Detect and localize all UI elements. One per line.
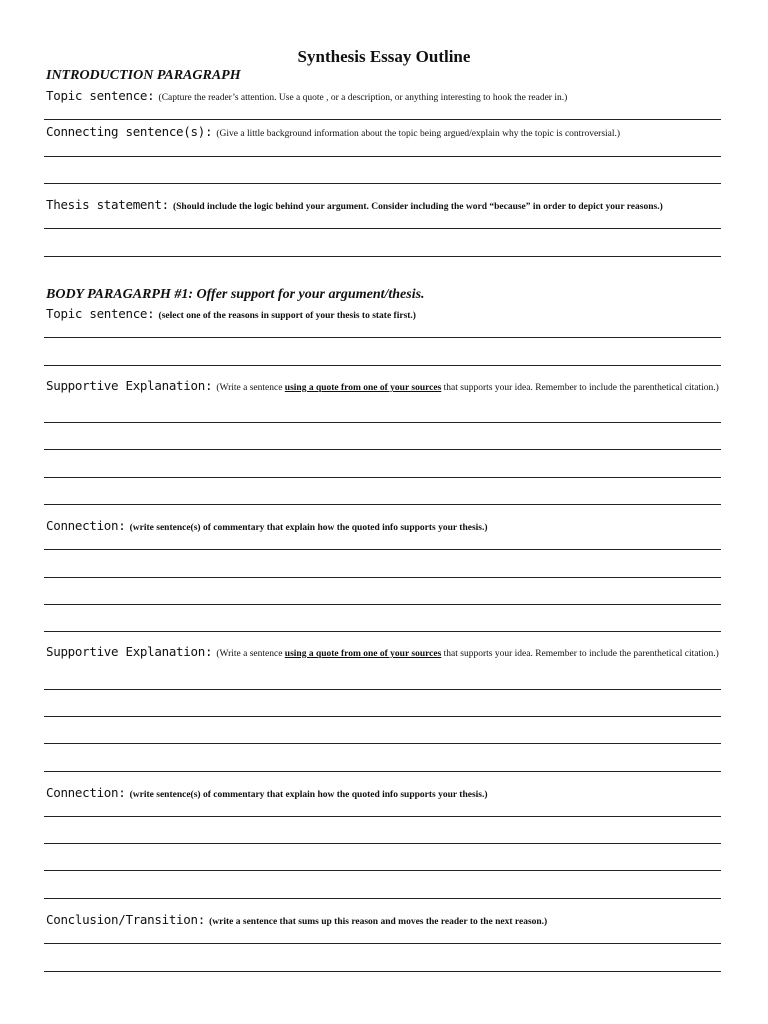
- prompt-hint: (write sentence(s) of commentary that explain how the quoted info supports your thesis.): [129, 523, 488, 533]
- body-support1-prompt: [46, 380, 736, 394]
- prompt-label: Topic sentence:: [46, 306, 155, 321]
- intro-topic-prompt: [46, 88, 567, 104]
- answer-line[interactable]: [44, 898, 721, 899]
- body-conclusion-prompt: [46, 912, 547, 928]
- prompt-hint: (Capture the reader’s attention. Use a quote , or a description, or anything interesting to hook the reader in.): [158, 93, 568, 103]
- answer-line[interactable]: [44, 422, 721, 423]
- answer-line[interactable]: [44, 337, 721, 338]
- body-connection2-prompt: [46, 785, 488, 801]
- prompt-hint: (Should include the logic behind your argument. Consider including the word “because” in order to depict your reasons.): [172, 202, 663, 212]
- answer-line[interactable]: [44, 504, 721, 505]
- answer-line[interactable]: [44, 549, 721, 550]
- prompt-hint-pre: (Write a sentence: [216, 649, 285, 659]
- prompt-label: Connection:: [46, 518, 126, 533]
- intro-heading: INTRODUCTION PARAGRAPH: [46, 68, 241, 83]
- answer-line[interactable]: [44, 604, 721, 605]
- prompt-hint-pre: (Write a sentence: [216, 383, 285, 393]
- body-heading: BODY PARAGARPH #1: Offer support for your argument/thesis.: [46, 287, 425, 302]
- prompt-label: Supportive Explanation:: [46, 378, 213, 393]
- answer-line[interactable]: [44, 816, 721, 817]
- intro-connecting-prompt: [46, 124, 620, 140]
- prompt-label: Connection:: [46, 785, 126, 800]
- body-support2-prompt: [46, 646, 736, 660]
- page-title: Synthesis Essay Outline: [297, 47, 471, 66]
- answer-line[interactable]: [44, 449, 721, 450]
- answer-line[interactable]: [44, 119, 721, 120]
- intro-thesis-prompt: [46, 197, 663, 213]
- prompt-hint-emphasis: using a quote from one of your sources: [284, 383, 442, 393]
- answer-line[interactable]: [44, 870, 721, 871]
- answer-line[interactable]: [44, 843, 721, 844]
- prompt-hint-post: that supports your idea. Remember to include the parenthetical citation.): [441, 649, 719, 659]
- answer-line[interactable]: [44, 477, 721, 478]
- prompt-hint: (Give a little background information about the topic being argued/explain why the topic is controversial.): [216, 129, 621, 139]
- answer-line[interactable]: [44, 771, 721, 772]
- prompt-label: Supportive Explanation:: [46, 644, 213, 659]
- body-topic-prompt: [46, 306, 416, 322]
- answer-line[interactable]: [44, 156, 721, 157]
- answer-line[interactable]: [44, 183, 721, 184]
- answer-line[interactable]: [44, 689, 721, 690]
- answer-line[interactable]: [44, 577, 721, 578]
- answer-line[interactable]: [44, 631, 721, 632]
- prompt-label: Conclusion/Transition:: [46, 912, 205, 927]
- prompt-hint-emphasis: using a quote from one of your sources: [284, 649, 442, 659]
- body-connection1-prompt: [46, 518, 488, 534]
- prompt-hint-post: that supports your idea. Remember to include the parenthetical citation.): [441, 383, 719, 393]
- prompt-hint: (write a sentence that sums up this reason and moves the reader to the next reason.): [209, 917, 548, 927]
- prompt-hint: (write sentence(s) of commentary that explain how the quoted info supports your thesis.): [129, 790, 488, 800]
- prompt-hint: (select one of the reasons in support of your thesis to state first.): [158, 311, 416, 321]
- answer-line[interactable]: [44, 743, 721, 744]
- answer-line[interactable]: [44, 228, 721, 229]
- prompt-label: Connecting sentence(s):: [46, 124, 213, 139]
- prompt-label: Topic sentence:: [46, 88, 155, 103]
- answer-line[interactable]: [44, 716, 721, 717]
- answer-line[interactable]: [44, 256, 721, 257]
- answer-line[interactable]: [44, 971, 721, 972]
- answer-line[interactable]: [44, 943, 721, 944]
- prompt-label: Thesis statement:: [46, 197, 169, 212]
- answer-line[interactable]: [44, 365, 721, 366]
